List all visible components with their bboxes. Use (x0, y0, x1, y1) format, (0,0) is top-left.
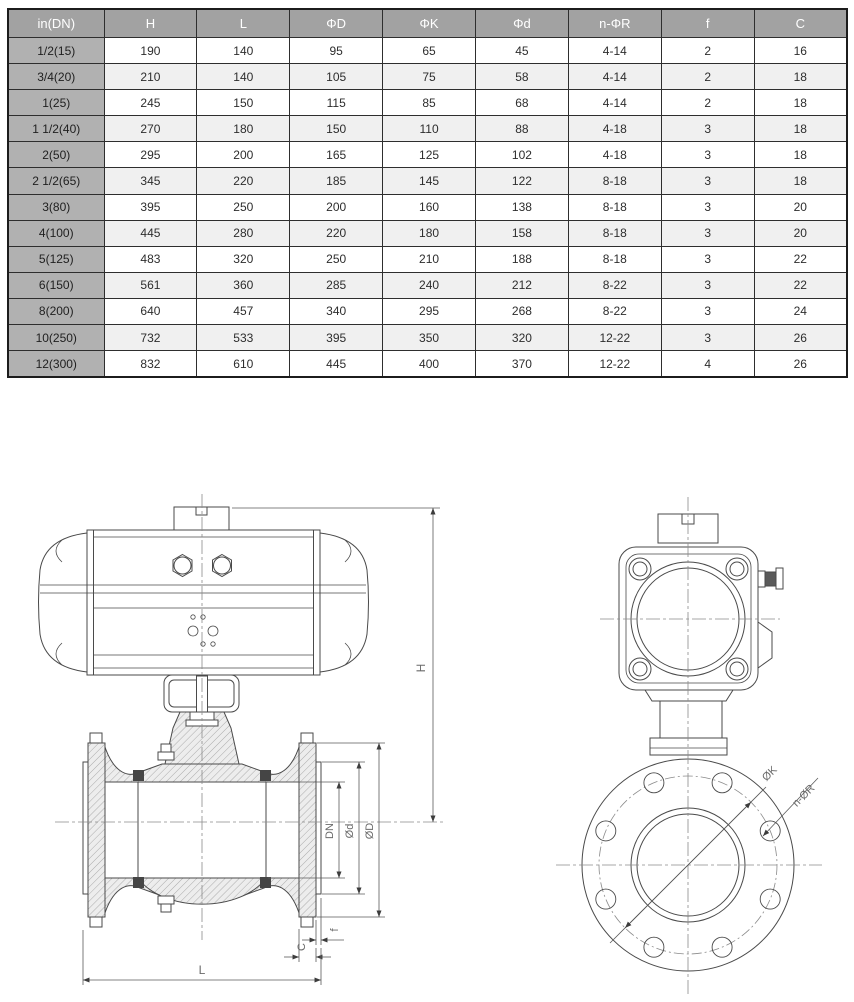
value-cell: 22 (754, 272, 847, 298)
value-cell: 483 (104, 246, 197, 272)
value-cell: 158 (476, 220, 569, 246)
value-cell: 150 (197, 90, 290, 116)
row-label-cell: 1 1/2(40) (8, 116, 104, 142)
value-cell: 18 (754, 90, 847, 116)
table-row (8, 38, 847, 64)
row-label-cell: 1/2(15) (8, 38, 104, 64)
table-row (8, 246, 847, 272)
value-cell: 8-18 (568, 194, 661, 220)
dim-label-DN: DN (324, 823, 336, 839)
value-cell: 3 (661, 142, 754, 168)
value-cell: 110 (383, 116, 476, 142)
value-cell: 240 (383, 272, 476, 298)
value-cell: 350 (383, 325, 476, 351)
value-cell: 212 (476, 272, 569, 298)
dim-label-H: H (414, 663, 428, 673)
value-cell: 138 (476, 194, 569, 220)
value-cell: 125 (383, 142, 476, 168)
table-row (8, 64, 847, 90)
valve-neck (650, 697, 727, 755)
value-cell: 4-18 (568, 116, 661, 142)
value-cell: 400 (383, 351, 476, 378)
value-cell: 3 (661, 168, 754, 194)
value-cell: 345 (104, 168, 197, 194)
value-cell: 85 (383, 90, 476, 116)
value-cell: 88 (476, 116, 569, 142)
row-label-cell: 12(300) (8, 351, 104, 378)
value-cell: 75 (383, 64, 476, 90)
value-cell: 22 (754, 246, 847, 272)
value-cell: 95 (290, 38, 383, 64)
value-cell: 360 (197, 272, 290, 298)
row-label-cell: 3/4(20) (8, 64, 104, 90)
value-cell: 445 (104, 220, 197, 246)
value-cell: 18 (754, 142, 847, 168)
value-cell: 4-14 (568, 38, 661, 64)
table-body (8, 38, 847, 378)
dim-label-phi-K: ØK (760, 764, 780, 784)
value-cell: 18 (754, 116, 847, 142)
header-cell-5: Φd (476, 9, 569, 38)
row-label-cell: 2 1/2(65) (8, 168, 104, 194)
side-view (556, 497, 822, 995)
value-cell: 732 (104, 325, 197, 351)
front-view (39, 494, 447, 985)
value-cell: 4-14 (568, 64, 661, 90)
row-label-cell: 5(125) (8, 246, 104, 272)
value-cell: 180 (383, 220, 476, 246)
value-cell: 2 (661, 64, 754, 90)
value-cell: 4 (661, 351, 754, 378)
value-cell: 20 (754, 220, 847, 246)
table-row (8, 194, 847, 220)
value-cell: 165 (290, 142, 383, 168)
value-cell: 295 (383, 298, 476, 324)
value-cell: 2 (661, 38, 754, 64)
value-cell: 268 (476, 298, 569, 324)
value-cell: 26 (754, 351, 847, 378)
dim-label-C: C (296, 943, 308, 951)
row-label-cell: 2(50) (8, 142, 104, 168)
value-cell: 160 (383, 194, 476, 220)
value-cell: 16 (754, 38, 847, 64)
value-cell: 8-18 (568, 168, 661, 194)
value-cell: 18 (754, 168, 847, 194)
value-cell: 280 (197, 220, 290, 246)
value-cell: 45 (476, 38, 569, 64)
value-cell: 457 (197, 298, 290, 324)
value-cell: 250 (197, 194, 290, 220)
dim-label-phi-D: ØD (364, 822, 376, 840)
value-cell: 8-22 (568, 298, 661, 324)
dim-label-n-phi-R: n-ØR (790, 782, 818, 810)
value-cell: 220 (197, 168, 290, 194)
value-cell: 8-22 (568, 272, 661, 298)
value-cell: 200 (290, 194, 383, 220)
actuator-end-view (619, 514, 783, 701)
row-label-cell: 3(80) (8, 194, 104, 220)
table-row (8, 351, 847, 378)
table-row (8, 116, 847, 142)
value-cell: 20 (754, 194, 847, 220)
row-label-cell: 4(100) (8, 220, 104, 246)
header-cell-6: n-ΦR (568, 9, 661, 38)
value-cell: 250 (290, 246, 383, 272)
row-label-cell: 6(150) (8, 272, 104, 298)
dimension-table (7, 8, 848, 378)
value-cell: 4-14 (568, 90, 661, 116)
value-cell: 8-18 (568, 220, 661, 246)
value-cell: 200 (197, 142, 290, 168)
value-cell: 3 (661, 325, 754, 351)
row-label-cell: 1(25) (8, 90, 104, 116)
value-cell: 115 (290, 90, 383, 116)
value-cell: 320 (476, 325, 569, 351)
value-cell: 26 (754, 325, 847, 351)
value-cell: 270 (104, 116, 197, 142)
value-cell: 210 (383, 246, 476, 272)
value-cell: 3 (661, 116, 754, 142)
value-cell: 533 (197, 325, 290, 351)
dim-label-phi-d: Ød (344, 823, 356, 839)
value-cell: 832 (104, 351, 197, 378)
table-row (8, 168, 847, 194)
value-cell: 102 (476, 142, 569, 168)
value-cell: 295 (104, 142, 197, 168)
value-cell: 610 (197, 351, 290, 378)
value-cell: 395 (290, 325, 383, 351)
value-cell: 180 (197, 116, 290, 142)
header-cell-3: ΦD (290, 9, 383, 38)
header-cell-8: C (754, 9, 847, 38)
table-row (8, 142, 847, 168)
value-cell: 68 (476, 90, 569, 116)
value-cell: 8-18 (568, 246, 661, 272)
value-cell: 12-22 (568, 351, 661, 378)
value-cell: 150 (290, 116, 383, 142)
header-cell-4: ΦK (383, 9, 476, 38)
value-cell: 220 (290, 220, 383, 246)
air-fitting (758, 568, 783, 589)
value-cell: 445 (290, 351, 383, 378)
value-cell: 105 (290, 64, 383, 90)
value-cell: 3 (661, 220, 754, 246)
value-cell: 395 (104, 194, 197, 220)
table-row (8, 325, 847, 351)
row-label-cell: 8(200) (8, 298, 104, 324)
row-label-cell: 10(250) (8, 325, 104, 351)
header-cell-2: L (197, 9, 290, 38)
value-cell: 285 (290, 272, 383, 298)
table-row (8, 220, 847, 246)
value-cell: 640 (104, 298, 197, 324)
value-cell: 24 (754, 298, 847, 324)
value-cell: 18 (754, 64, 847, 90)
value-cell: 12-22 (568, 325, 661, 351)
value-cell: 58 (476, 64, 569, 90)
dimension-table-container (7, 8, 848, 378)
table-row (8, 298, 847, 324)
value-cell: 3 (661, 194, 754, 220)
value-cell: 140 (197, 64, 290, 90)
value-cell: 3 (661, 272, 754, 298)
value-cell: 188 (476, 246, 569, 272)
value-cell: 3 (661, 298, 754, 324)
value-cell: 3 (661, 246, 754, 272)
table-row (8, 272, 847, 298)
pneumatic-actuator (39, 507, 369, 675)
value-cell: 245 (104, 90, 197, 116)
value-cell: 65 (383, 38, 476, 64)
value-cell: 320 (197, 246, 290, 272)
value-cell: 4-18 (568, 142, 661, 168)
value-cell: 145 (383, 168, 476, 194)
header-cell-7: f (661, 9, 754, 38)
value-cell: 210 (104, 64, 197, 90)
value-cell: 190 (104, 38, 197, 64)
mounting-bracket (164, 675, 239, 726)
table-row (8, 90, 847, 116)
value-cell: 340 (290, 298, 383, 324)
value-cell: 185 (290, 168, 383, 194)
value-cell: 140 (197, 38, 290, 64)
table-header (8, 9, 847, 38)
dim-label-L: L (198, 963, 206, 977)
header-cell-0: in(DN) (8, 9, 104, 38)
dim-label-f: f (329, 928, 341, 932)
value-cell: 561 (104, 272, 197, 298)
header-cell-1: H (104, 9, 197, 38)
value-cell: 2 (661, 90, 754, 116)
value-cell: 122 (476, 168, 569, 194)
value-cell: 370 (476, 351, 569, 378)
